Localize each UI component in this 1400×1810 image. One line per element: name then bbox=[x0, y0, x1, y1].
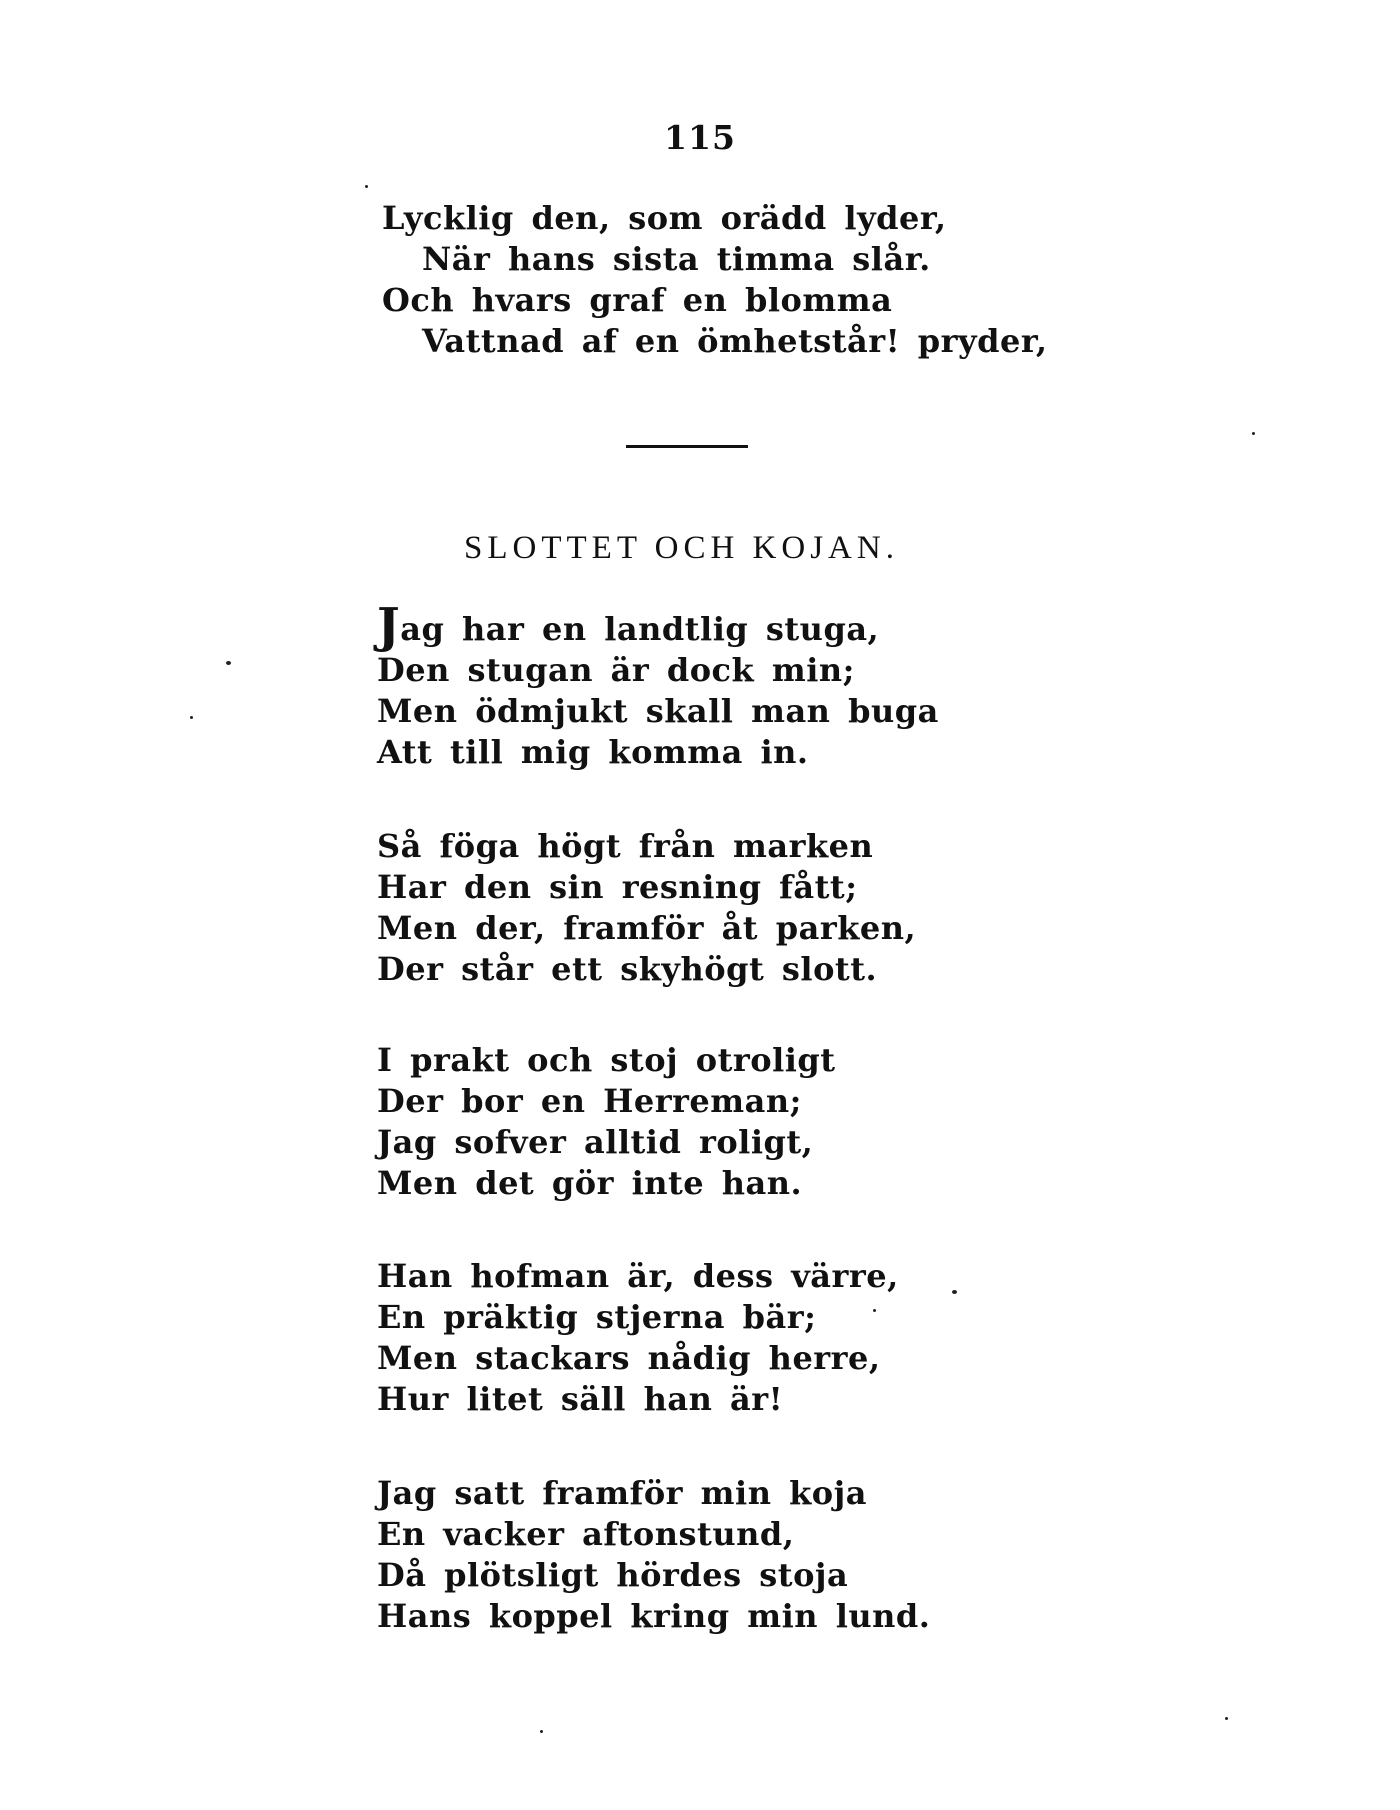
drop-cap: J bbox=[377, 598, 401, 654]
poem-line: Lycklig den, som orädd lyder, bbox=[382, 199, 947, 237]
poem-line: Jag sofver alltid roligt, bbox=[377, 1123, 814, 1161]
poem-line: Har den sin resning fått; bbox=[377, 868, 858, 906]
poem-line: När hans sista timma slår. bbox=[422, 240, 931, 278]
scan-speck bbox=[952, 1290, 957, 1294]
poem-line-first bbox=[377, 598, 939, 654]
poem-line: Men det gör inte han. bbox=[377, 1164, 803, 1202]
scan-speck bbox=[190, 716, 193, 719]
stanza bbox=[377, 1040, 836, 1204]
poem-title: SLOTTET OCH KOJAN. bbox=[464, 530, 899, 566]
stanza bbox=[377, 1473, 930, 1637]
poem-line: Den stugan är dock min; bbox=[377, 651, 855, 689]
poem-line: Så föga högt från marken bbox=[377, 827, 874, 865]
poem-line: I prakt och stoj otroligt bbox=[377, 1041, 836, 1079]
scan-speck bbox=[365, 185, 368, 188]
section-divider bbox=[626, 445, 748, 448]
stanza bbox=[377, 1256, 899, 1420]
poem-line: Jag satt framför min koja bbox=[377, 1474, 867, 1512]
poem-line: Der står ett skyhögt slott. bbox=[377, 950, 878, 988]
poem-line: Men ödmjukt skall man buga bbox=[377, 692, 939, 730]
scan-speck bbox=[540, 1730, 543, 1733]
poem-line-rest: ag har en landtlig stuga, bbox=[400, 610, 880, 648]
poem-line: Hans koppel kring min lund. bbox=[377, 1597, 931, 1635]
poem-line: Då plötsligt hördes stoja bbox=[377, 1556, 849, 1594]
poem-line: Vattnad af en ömhetstår! pryder, bbox=[422, 322, 1048, 360]
stanza bbox=[377, 826, 916, 990]
stanza bbox=[377, 598, 939, 773]
poem-line: En präktig stjerna bär; bbox=[377, 1298, 817, 1336]
closing-stanza bbox=[382, 198, 1048, 362]
poem-line: Men stackars nådig herre, bbox=[377, 1339, 881, 1377]
poem-line: Och hvars graf en blomma bbox=[382, 281, 893, 319]
poem-line: En vacker aftonstund, bbox=[377, 1515, 795, 1553]
poem-line: Der bor en Herreman; bbox=[377, 1082, 802, 1120]
poem-line: Men der, framför åt parken, bbox=[377, 909, 917, 947]
scan-speck bbox=[873, 1309, 876, 1312]
scan-speck bbox=[1225, 1717, 1228, 1720]
poem-line: Hur litet säll han är! bbox=[377, 1380, 784, 1418]
page-number: 115 bbox=[664, 118, 736, 157]
poem-line: Han hofman är, dess värre, bbox=[377, 1257, 899, 1295]
poem-line: Att till mig komma in. bbox=[377, 733, 809, 771]
scan-speck bbox=[1252, 432, 1255, 435]
scan-speck bbox=[226, 661, 231, 665]
